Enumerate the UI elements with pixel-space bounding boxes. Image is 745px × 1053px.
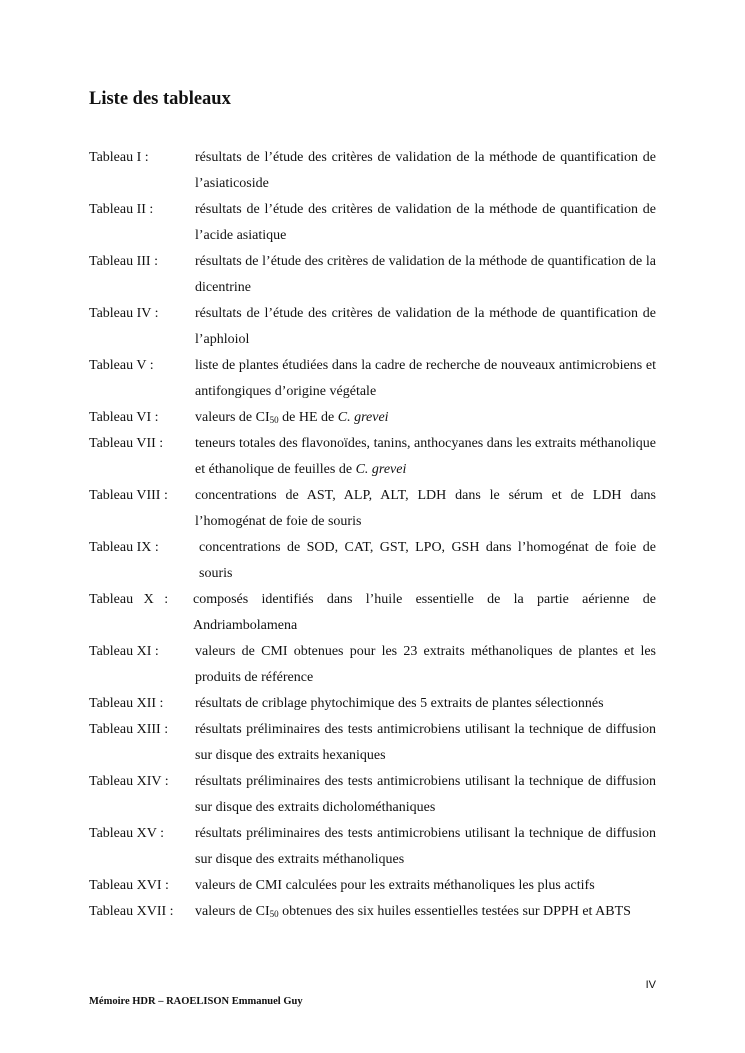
list-item: [89, 639, 656, 691]
entry-label: Tableau XVI :: [89, 878, 169, 893]
list-item: [89, 587, 656, 639]
entry-label: Tableau XI :: [89, 644, 159, 659]
list-item: [89, 483, 656, 535]
entry-text-part: de HE de: [278, 410, 338, 425]
entry-text-part: obtenues des six huiles essentielles testées sur DPPH et ABTS: [278, 904, 631, 919]
entry-label: Tableau XVII :: [89, 904, 174, 919]
entry-text: liste de plantes étudiées dans la cadre de recherche de nouveaux antimicrobiens et antifongiques d’origine végétale: [195, 358, 656, 399]
entry-label: Tableau XV :: [89, 826, 164, 841]
list-item: [89, 145, 656, 197]
footer-text: Mémoire HDR – RAOELISON Emmanuel Guy: [89, 996, 303, 1007]
subscript: 50: [269, 909, 279, 919]
entry-text: valeurs de CMI calculées pour les extraits méthanoliques les plus actifs: [195, 878, 595, 893]
entry-text: [195, 899, 656, 925]
entry-label: Tableau VI :: [89, 410, 159, 425]
entry-label: Tableau V :: [89, 358, 154, 373]
entry-text: [195, 431, 656, 483]
entry-text-part: valeurs de CI: [195, 904, 270, 919]
list-item: [89, 405, 656, 431]
list-item: [89, 301, 656, 353]
list-item: [89, 431, 656, 483]
entry-text: résultats préliminaires des tests antimicrobiens utilisant la technique de diffusion sur disque des extraits méthanoliques: [195, 826, 656, 867]
entry-text: [195, 405, 656, 431]
entry-text: résultats de l’étude des critères de validation de la méthode de quantification de l’asiaticoside: [195, 150, 656, 191]
entry-label: Tableau II :: [89, 202, 154, 217]
entry-text: résultats de l’étude des critères de validation de la méthode de quantification de la dicentrine: [195, 254, 656, 295]
entry-label: Tableau IX :: [89, 540, 159, 555]
list-item: [89, 249, 656, 301]
table-list: [89, 145, 656, 925]
page-number: IV: [645, 979, 656, 991]
entry-label: Tableau I :: [89, 150, 149, 165]
entry-text: résultats préliminaires des tests antimicrobiens utilisant la technique de diffusion sur disque des extraits dicholométhaniques: [195, 774, 656, 815]
entry-label: Tableau XIII :: [89, 722, 169, 737]
entry-label: Tableau XII :: [89, 696, 164, 711]
page-title: Liste des tableaux: [89, 89, 231, 109]
list-item: [89, 717, 656, 769]
entry-text: résultats de l’étude des critères de validation de la méthode de quantification de l’acide asiatique: [195, 202, 656, 243]
species-name: C. grevei: [337, 410, 389, 425]
entry-text: valeurs de CMI obtenues pour les 23 extraits méthanoliques de plantes et les produits de référence: [195, 644, 656, 685]
entry-text: résultats de l’étude des critères de validation de la méthode de quantification de l’aphloiol: [195, 306, 656, 347]
entry-text: résultats préliminaires des tests antimicrobiens utilisant la technique de diffusion sur disque des extraits hexaniques: [195, 722, 656, 763]
entry-text: concentrations de SOD, CAT, GST, LPO, GSH dans l’homogénat de foie de souris: [199, 540, 656, 581]
list-item: [89, 691, 656, 717]
list-item: [89, 535, 656, 587]
list-item: [89, 873, 656, 899]
list-item: [89, 821, 656, 873]
species-name: C. grevei: [355, 462, 407, 477]
subscript: 50: [269, 415, 279, 425]
entry-text: résultats de criblage phytochimique des 5 extraits de plantes sélectionnés: [195, 696, 604, 711]
entry-label: Tableau IV :: [89, 306, 159, 321]
entry-text-part: valeurs de CI: [195, 410, 270, 425]
list-item: [89, 197, 656, 249]
entry-label: Tableau XIV :: [89, 774, 169, 789]
entry-text: composés identifiés dans l’huile essentielle de la partie aérienne de Andriambolamena: [193, 592, 656, 633]
entry-label: Tableau X :: [89, 592, 169, 607]
entry-text-part: teneurs totales des flavonoïdes, tanins, anthocyanes dans les extraits méthanolique et éthanolique de feuilles de: [195, 436, 656, 477]
list-item: [89, 769, 656, 821]
entry-label: Tableau III :: [89, 254, 158, 269]
entry-label: Tableau VIII :: [89, 488, 168, 503]
entry-text: concentrations de AST, ALP, ALT, LDH dans le sérum et de LDH dans l’homogénat de foie de souris: [195, 488, 656, 529]
list-item: [89, 899, 656, 925]
list-item: [89, 353, 656, 405]
entry-label: Tableau VII :: [89, 436, 164, 451]
